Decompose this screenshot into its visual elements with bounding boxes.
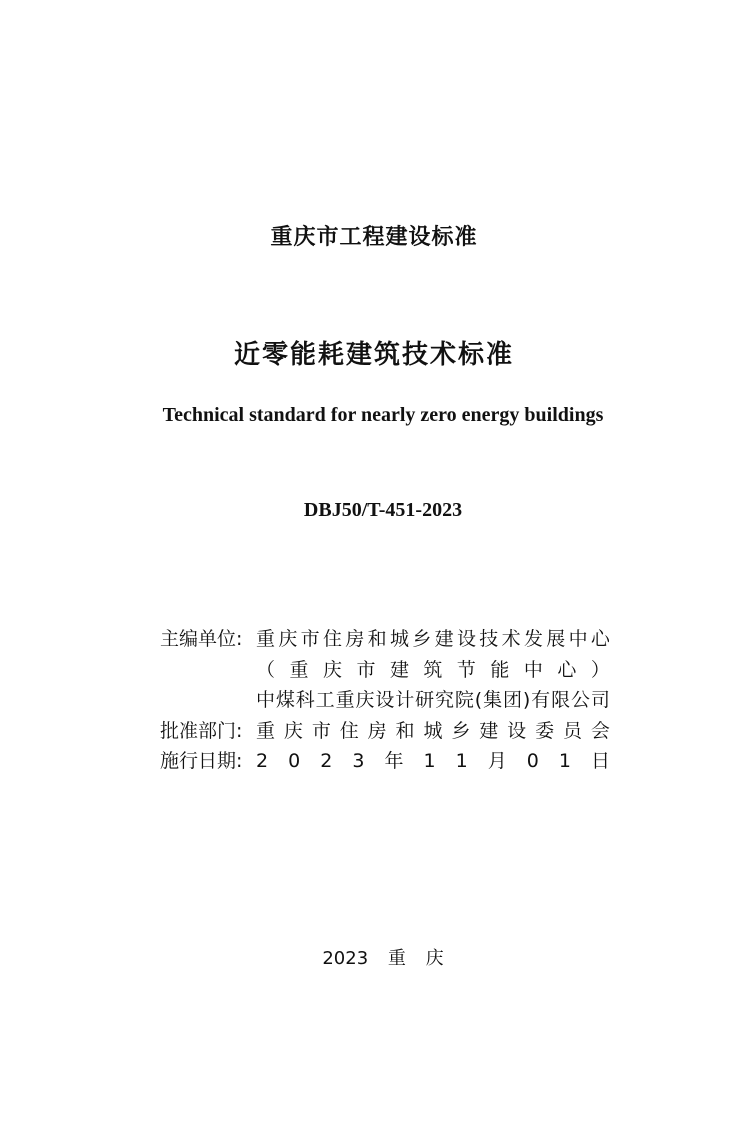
glyph: 中 — [568, 628, 588, 650]
glyph: 筑 — [423, 658, 443, 681]
chief-editor-line2 — [256, 655, 610, 686]
glyph: 建 — [389, 658, 409, 681]
chief-editor-line3 — [256, 685, 610, 716]
standard-title-chinese: 近零能耗建筑技术标准 — [233, 340, 514, 370]
glyph: 展 — [546, 628, 566, 650]
glyph: 住 — [339, 719, 359, 742]
glyph: 年 — [384, 750, 404, 772]
glyph: 2 — [320, 750, 333, 772]
glyph: 城 — [423, 719, 443, 742]
glyph: 建 — [479, 719, 499, 742]
glyph: ( — [474, 689, 483, 711]
glyph: 研 — [415, 689, 435, 711]
glyph: 技 — [479, 628, 499, 650]
glyph: 房 — [345, 628, 365, 650]
glyph: 建 — [434, 628, 454, 650]
glyph: 心 — [590, 628, 610, 650]
glyph: 日 — [590, 750, 610, 772]
chief-editor-line1 — [256, 624, 610, 655]
glyph: 究 — [435, 689, 455, 711]
effective-date-row — [160, 746, 610, 777]
glyph: 1 — [423, 750, 436, 772]
glyph: 市 — [311, 719, 331, 742]
glyph: 重 — [256, 719, 276, 742]
glyph: 0 — [526, 750, 539, 772]
glyph: 心 — [557, 658, 577, 681]
glyph: 员 — [562, 719, 582, 742]
glyph: 限 — [551, 689, 571, 711]
glyph: 设 — [456, 628, 476, 650]
glyph: 中 — [523, 658, 543, 681]
glyph: 节 — [456, 658, 476, 681]
glyph: 庆 — [278, 628, 298, 650]
glyph: 中 — [256, 689, 276, 711]
glyph: 计 — [395, 689, 415, 711]
glyph: 发 — [523, 628, 543, 650]
glyph: 城 — [389, 628, 409, 650]
glyph: 重 — [256, 628, 276, 650]
approval-value — [256, 716, 610, 747]
glyph: 术 — [501, 628, 521, 650]
glyph: 市 — [356, 658, 376, 681]
glyph: （ — [256, 658, 276, 681]
glyph: ) — [522, 689, 531, 711]
glyph: 科 — [295, 689, 315, 711]
glyph: 集 — [483, 689, 503, 711]
effective-date-label: 施行日期: — [160, 750, 243, 772]
standard-number: DBJ50/T-451-2023 — [303, 499, 463, 521]
standard-title-english: Technical standard for nearly zero energy buildings — [162, 404, 604, 426]
glyph: 庆 — [283, 719, 303, 742]
glyph: 工 — [315, 689, 335, 711]
glyph: 重 — [289, 658, 309, 681]
chief-editor-row-2 — [160, 655, 610, 686]
series-title: 重庆市工程建设标准 — [270, 225, 478, 250]
glyph: 和 — [367, 628, 387, 650]
glyph: 房 — [367, 719, 387, 742]
glyph: 院 — [454, 689, 474, 711]
glyph: 庆 — [322, 658, 342, 681]
glyph: 设 — [507, 719, 527, 742]
glyph: 煤 — [275, 689, 295, 711]
approval-row — [160, 716, 610, 747]
glyph: 重 — [335, 689, 355, 711]
glyph: 和 — [395, 719, 415, 742]
glyph: 3 — [352, 750, 365, 772]
glyph: 公 — [570, 689, 590, 711]
chief-editor-row — [160, 624, 610, 655]
glyph: 1 — [558, 750, 571, 772]
glyph: 乡 — [412, 628, 432, 650]
glyph: 团 — [502, 689, 522, 711]
glyph: 能 — [490, 658, 510, 681]
glyph: 庆 — [355, 689, 375, 711]
glyph: 设 — [375, 689, 395, 711]
glyph: 2 — [256, 750, 269, 772]
glyph: 有 — [531, 689, 551, 711]
glyph: 委 — [535, 719, 555, 742]
glyph: ） — [590, 658, 610, 681]
approval-label: 批准部门: — [160, 719, 243, 742]
glyph: 司 — [590, 689, 610, 711]
publication-info — [160, 624, 610, 777]
effective-date-value — [256, 746, 610, 777]
glyph: 月 — [487, 750, 507, 772]
publication-place-year: 2023 重 庆 — [322, 948, 444, 969]
glyph: 市 — [300, 628, 320, 650]
glyph: 乡 — [451, 719, 471, 742]
chief-editor-row-3 — [160, 685, 610, 716]
chief-editor-label: 主编单位: — [160, 628, 243, 650]
glyph: 住 — [322, 628, 342, 650]
glyph: 0 — [288, 750, 301, 772]
glyph: 会 — [590, 719, 610, 742]
glyph: 1 — [455, 750, 468, 772]
